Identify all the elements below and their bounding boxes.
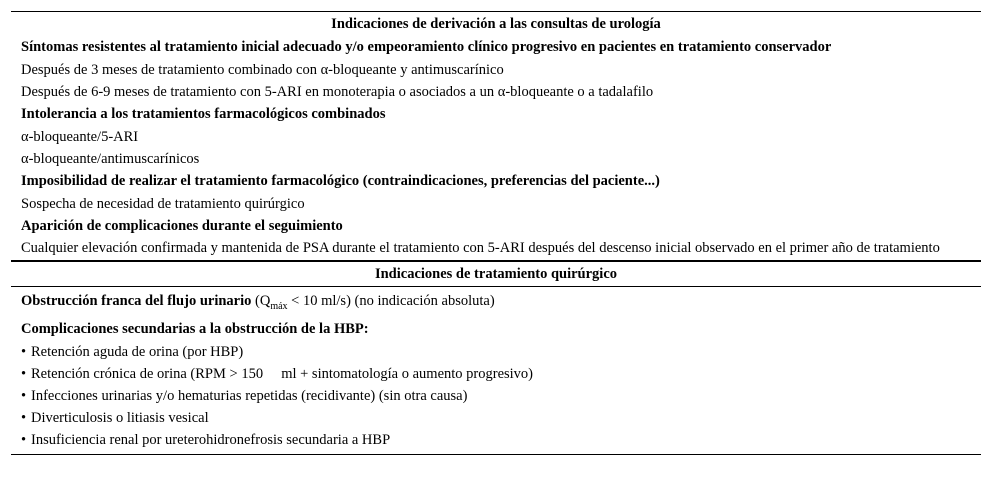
complication-text: Diverticulosis o litiasis vesical — [31, 409, 209, 426]
section1-title: Indicaciones de derivación a las consultas de urología — [11, 12, 981, 37]
complication-2 — [11, 363, 981, 385]
complication-3 — [11, 385, 981, 407]
group2-item1: α-bloqueante/5-ARI — [21, 129, 139, 145]
q-subscript: máx — [270, 300, 288, 312]
obstruction-label: Obstrucción franca del flujo urinario — [21, 293, 252, 309]
complication-5 — [11, 429, 981, 455]
group1-heading: Síntomas resistentes al tratamiento inicial adecuado y/o empeoramiento clínico progresivo en pacientes en tratamiento conservador — [21, 39, 832, 55]
obstruction-q — [255, 293, 495, 312]
group4-item1: Cualquier elevación confirmada y mantenida de PSA durante el tratamiento con 5-ARI después del descenso inicial observado en el primer año de tratamiento — [21, 240, 940, 256]
group2-item2: α-bloqueante/antimuscarínicos — [21, 151, 200, 167]
q-symbol: (Q — [255, 293, 271, 309]
bullet-icon: • — [21, 387, 27, 404]
complication-text: Insuficiencia renal por ureterohidronefrosis secundaria a HBP — [31, 431, 391, 448]
complication-text: Infecciones urinarias y/o hematurias repetidas (recidivante) (sin otra causa) — [31, 387, 468, 404]
group4-heading: Aparición de complicaciones durante el seguimiento — [21, 218, 343, 234]
group1-item1: Después de 3 meses de tratamiento combinado con α-bloqueante y antimuscarínico — [21, 62, 504, 78]
section2-title: Indicaciones de tratamiento quirúrgico — [11, 261, 981, 287]
section1-header-row — [11, 12, 981, 37]
complication-4 — [11, 407, 981, 429]
group3-heading: Imposibilidad de realizar el tratamiento farmacológico (contraindicaciones, preferencias del paciente...) — [21, 173, 660, 189]
indications-table — [11, 11, 981, 455]
bullet-icon: • — [21, 343, 27, 360]
complication-text: Retención crónica de orina (RPM > 150 ml + sintomatología o aumento progresivo) — [31, 365, 534, 382]
bullet-icon: • — [21, 431, 27, 448]
complication-text: Retención aguda de orina (por HBP) — [31, 343, 244, 360]
complication-1 — [11, 341, 981, 363]
group3-item1: Sospecha de necesidad de tratamiento quirúrgico — [21, 196, 305, 212]
complications-heading: Complicaciones secundarias a la obstrucción de la HBP: — [21, 320, 369, 337]
q-rest: < 10 ml/s) (no indicación absoluta) — [287, 293, 495, 309]
section2-header-row — [11, 261, 981, 287]
group1-item2: Después de 6-9 meses de tratamiento con 5-ARI en monoterapia o asociados a un α-bloqueante o a tadalafilo — [21, 84, 654, 100]
obstruction-row — [11, 287, 981, 318]
bullet-icon: • — [21, 365, 27, 382]
group2-heading: Intolerancia a los tratamientos farmacológicos combinados — [21, 106, 386, 122]
bullet-icon: • — [21, 409, 27, 426]
